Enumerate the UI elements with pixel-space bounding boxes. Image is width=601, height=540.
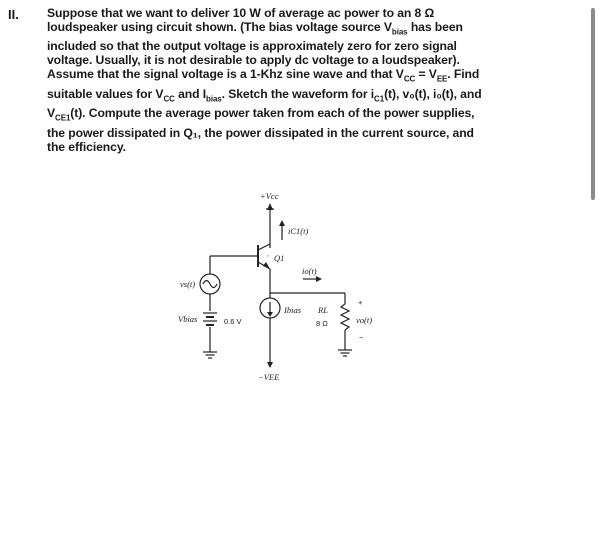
vee-label: −VEE bbox=[258, 372, 280, 382]
problem-line-3: included so that the output voltage is approximately zero for zero signal bbox=[47, 39, 457, 54]
problem-line-9: the efficiency. bbox=[47, 139, 126, 154]
ic1-arrowhead bbox=[279, 220, 285, 226]
vcc-arrowhead bbox=[267, 203, 273, 210]
problem-line-6: suitable values for $V_{CC}$ and $I_{bias}$. Sketch the waveform for $i_{C1}(t)$, v₀(t), i₀(t), and bbox=[47, 86, 482, 104]
ic1-label: iC1(t) bbox=[288, 226, 309, 236]
problem-line-4: voltage. Usually, it is not desirable to apply dc voltage to a loudspeaker). bbox=[47, 53, 460, 68]
ibias-label: Ibias bbox=[284, 305, 301, 315]
vo-minus: − bbox=[359, 333, 364, 342]
vbias-label: Vbias bbox=[178, 314, 198, 324]
io-label: io(t) bbox=[302, 266, 317, 276]
io-arrowhead bbox=[316, 276, 322, 282]
vo-label: vo(t) bbox=[356, 315, 373, 325]
q1-collector bbox=[258, 244, 270, 250]
rl-value: 8 Ω bbox=[316, 319, 328, 328]
problem-line-2: loudspeaker using circuit shown. (The bias voltage source $V_{bias}$ has been bbox=[47, 20, 463, 37]
q1-label: Q1 bbox=[274, 253, 285, 263]
problem-line-5: Assume that the signal voltage is a 1-Khz sine wave and that $V_{CC} = V_{EE}$. Find bbox=[47, 67, 480, 84]
vcc-label: +Vcc bbox=[260, 191, 279, 201]
vbias-value: 0.6 V bbox=[224, 317, 242, 326]
rl-resistor bbox=[341, 304, 349, 330]
vee-arrowhead bbox=[267, 362, 273, 368]
emitter-arrowhead bbox=[263, 262, 270, 269]
sine-icon bbox=[203, 281, 217, 288]
vo-plus: + bbox=[358, 298, 363, 307]
cs-arrowhead bbox=[267, 312, 273, 317]
vs-label: vs(t) bbox=[180, 279, 196, 289]
problem-line-8: the power dissipated in Q₁, the power dissipated in the current source, and bbox=[47, 125, 474, 140]
problem-line-7: $V_{CE1}(t)$. Compute the average power taken from each of the power supplies, bbox=[47, 106, 475, 123]
problem-line-1: Suppose that we want to deliver 10 W of average ac power to an 8 Ω bbox=[47, 6, 435, 20]
problem-number: II. bbox=[8, 7, 19, 22]
rl-label: RL bbox=[318, 305, 328, 315]
